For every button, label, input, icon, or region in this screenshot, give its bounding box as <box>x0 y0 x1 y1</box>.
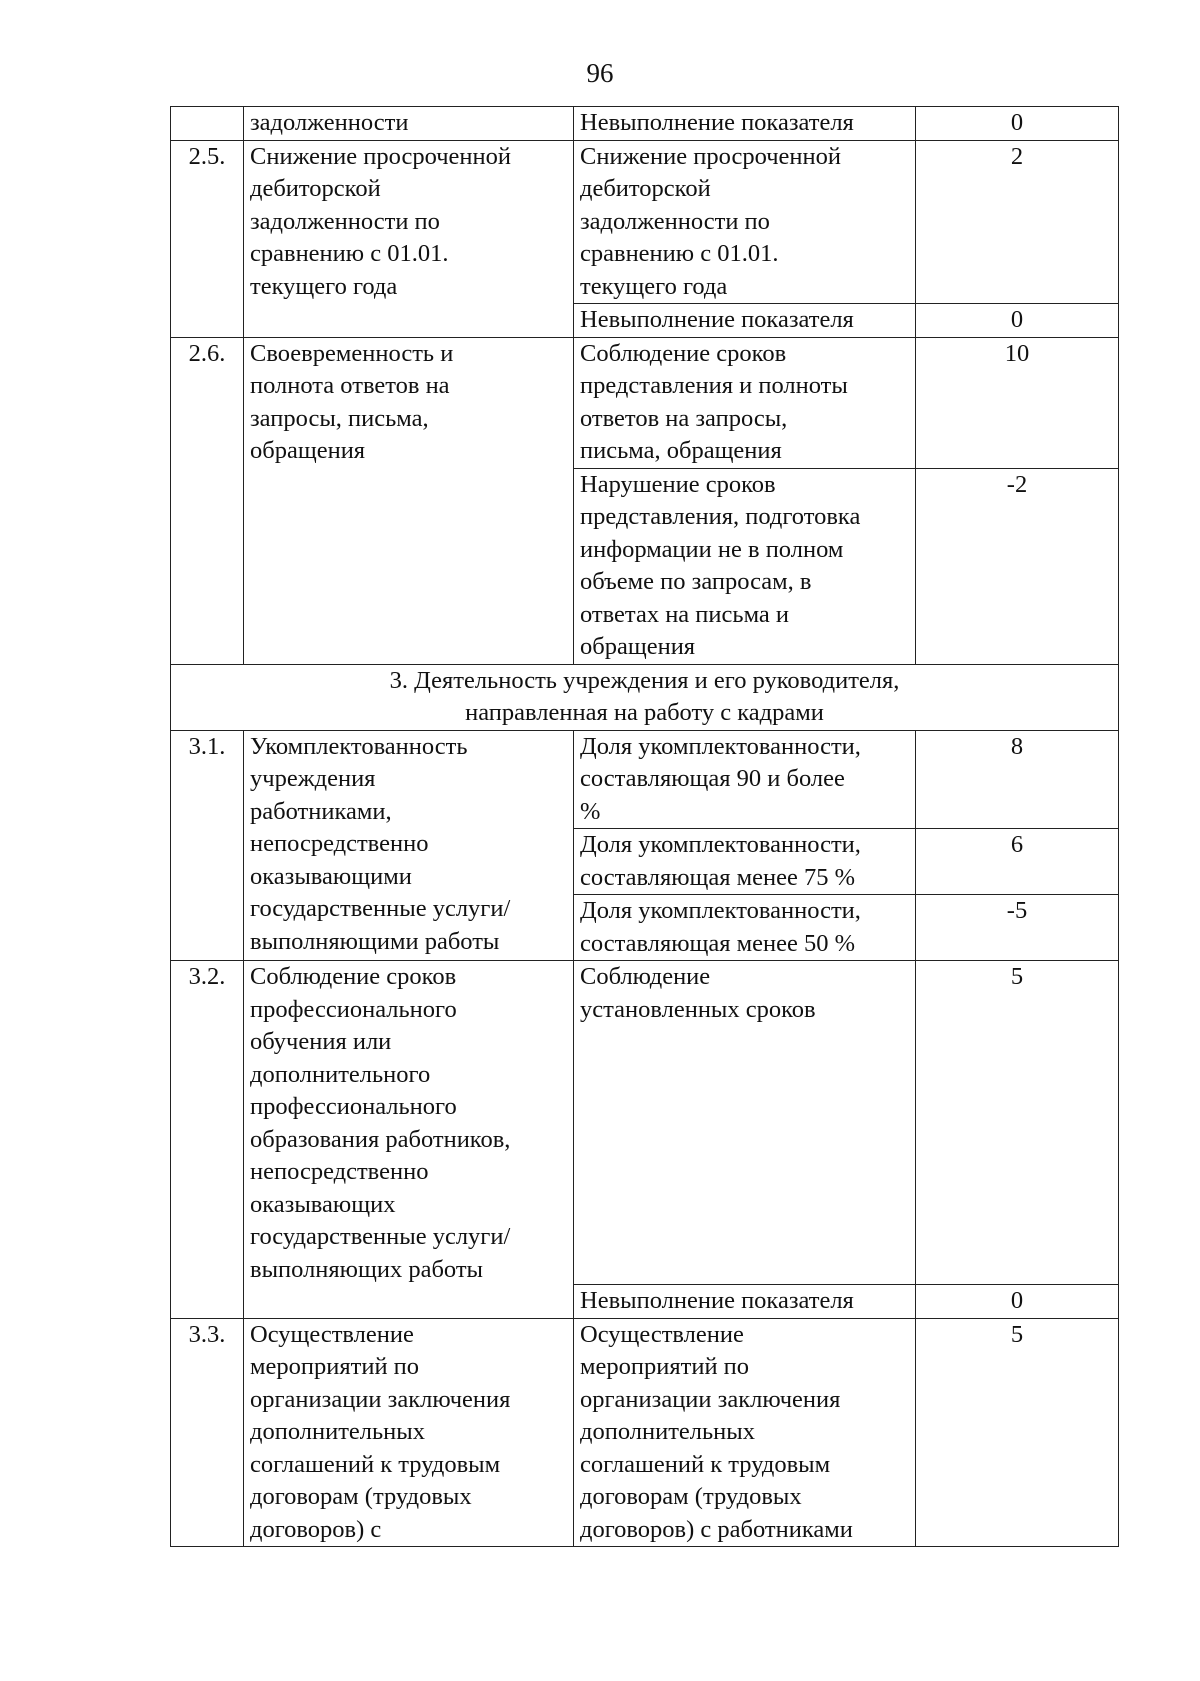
indicator-cell: Осуществление мероприятий по организации заключения дополнительных соглашений к трудовым договорам (трудовых договоров) с работниками <box>574 1318 916 1547</box>
indicator-cell: Доля укомплектованности, составляющая менее 50 % <box>574 895 916 961</box>
row-number: 3.2. <box>171 961 244 1319</box>
points-cell: 0 <box>916 1285 1119 1319</box>
points-cell: -5 <box>916 895 1119 961</box>
indicator-cell: Соблюдение сроков представления и полноты ответов на запросы, письма, обращения <box>574 337 916 468</box>
indicator-cell: Доля укомплектованности, составляющая менее 75 % <box>574 829 916 895</box>
row-number <box>171 107 244 141</box>
table-row <box>171 337 1119 468</box>
table-row <box>171 730 1119 829</box>
section-heading: 3. Деятельность учреждения и его руководителя, направленная на работу с кадрами <box>171 664 1119 730</box>
criterion-cell: задолженности <box>244 107 574 141</box>
row-number: 2.6. <box>171 337 244 664</box>
criterion-cell: Снижение просроченной дебиторской задолженности по сравнению с 01.01. текущего года <box>244 140 574 337</box>
points-cell: 0 <box>916 304 1119 338</box>
points-cell: 5 <box>916 1318 1119 1547</box>
points-cell: 2 <box>916 140 1119 304</box>
points-cell: 8 <box>916 730 1119 829</box>
table-row <box>171 1318 1119 1547</box>
criterion-cell: Осуществление мероприятий по организации заключения дополнительных соглашений к трудовым договорам (трудовых договоров) с <box>244 1318 574 1547</box>
table-row <box>171 961 1119 1285</box>
indicator-cell: Невыполнение показателя <box>574 304 916 338</box>
points-cell: -2 <box>916 468 1119 664</box>
criteria-table <box>170 106 1119 1547</box>
points-cell: 6 <box>916 829 1119 895</box>
row-number: 2.5. <box>171 140 244 337</box>
points-cell: 0 <box>916 107 1119 141</box>
points-cell: 10 <box>916 337 1119 468</box>
criterion-cell: Укомплектованность учреждения работниками, непосредственно оказывающими государственные услуги/ выполняющими работы <box>244 730 574 961</box>
table-row <box>171 107 1119 141</box>
indicator-cell: Соблюдение установленных сроков <box>574 961 916 1285</box>
page-number: 96 <box>586 58 614 88</box>
table-row <box>171 140 1119 304</box>
indicator-cell: Невыполнение показателя <box>574 1285 916 1319</box>
indicator-cell: Снижение просроченной дебиторской задолженности по сравнению с 01.01. текущего года <box>574 140 916 304</box>
criterion-cell: Своевременность и полнота ответов на запросы, письма, обращения <box>244 337 574 664</box>
indicator-cell: Нарушение сроков представления, подготовка информации не в полном объеме по запросам, в ответах на письма и обращения <box>574 468 916 664</box>
section-row <box>171 664 1119 730</box>
row-number: 3.3. <box>171 1318 244 1547</box>
indicator-cell: Доля укомплектованности, составляющая 90 и более % <box>574 730 916 829</box>
indicator-cell: Невыполнение показателя <box>574 107 916 141</box>
points-cell: 5 <box>916 961 1119 1285</box>
row-number: 3.1. <box>171 730 244 961</box>
criterion-cell: Соблюдение сроков профессионального обучения или дополнительного профессионального образования работников, непосредственно оказывающих государственные услуги/ выполняющих работы <box>244 961 574 1319</box>
